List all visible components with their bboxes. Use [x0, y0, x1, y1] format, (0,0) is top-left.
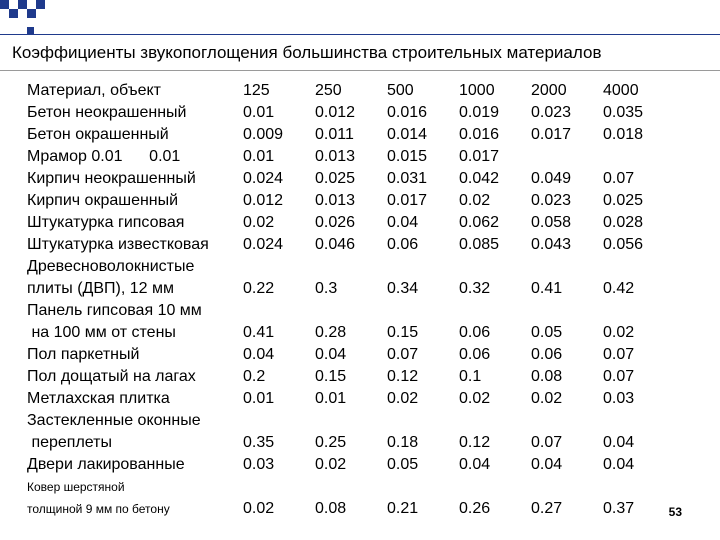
coefficient-cell: 0.04	[603, 434, 635, 451]
coefficient-cell: 0.04	[315, 346, 347, 363]
coefficient-cell: 0.05	[531, 324, 563, 341]
coefficient-cell: 0.15	[387, 324, 419, 341]
material-name-line: Пол паркетный	[27, 346, 140, 363]
coefficient-cell: 0.03	[243, 456, 275, 473]
material-name	[27, 212, 184, 234]
coefficient-cell: 0.07	[603, 170, 635, 187]
material-name-line: Кирпич неокрашенный	[27, 170, 196, 187]
coefficient-cell: 0.05	[387, 456, 419, 473]
coefficient-cell: 0.34	[387, 280, 419, 297]
table-row	[27, 454, 707, 476]
coefficient-cell: 0.08	[315, 500, 347, 517]
coefficient-cell: 0.013	[315, 192, 356, 209]
material-name	[27, 234, 209, 256]
coefficient-cell: 0.017	[387, 192, 428, 209]
coefficient-cell: 0.046	[315, 236, 356, 253]
deco-square	[0, 0, 9, 9]
coefficient-cell: 0.058	[531, 214, 572, 231]
coefficient-cell: 0.07	[603, 346, 635, 363]
coefficient-cell: 0.017	[531, 126, 572, 143]
coefficient-cell: 0.042	[459, 170, 500, 187]
coefficient-cell: 0.32	[459, 280, 491, 297]
coefficient-cell: 0.026	[315, 214, 356, 231]
table-row	[27, 124, 707, 146]
header-label: Материал, объект	[27, 82, 161, 99]
coefficient-cell: 0.049	[531, 170, 572, 187]
table-row	[27, 102, 707, 124]
coefficient-cell: 0.2	[243, 368, 266, 385]
coefficient-cell: 0.031	[387, 170, 428, 187]
material-name-line: Мрамор 0.01 0.01	[27, 148, 181, 165]
top-divider	[0, 34, 720, 35]
coefficient-cell: 0.27	[531, 500, 563, 517]
coefficient-cell: 0.01	[243, 148, 275, 165]
coefficient-cell: 0.016	[459, 126, 500, 143]
freq-header: 250	[315, 82, 342, 99]
absorption-table	[27, 80, 707, 520]
coefficient-cell: 0.06	[459, 346, 491, 363]
coefficient-cell: 0.018	[603, 126, 644, 143]
coefficient-cell: 0.013	[315, 148, 356, 165]
table-row	[27, 234, 707, 256]
material-name	[27, 146, 180, 168]
coefficient-cell: 0.024	[243, 236, 284, 253]
coefficient-cell: 0.06	[387, 236, 419, 253]
table-row	[27, 366, 707, 388]
coefficient-cell: 0.025	[315, 170, 356, 187]
material-name	[27, 388, 170, 410]
material-name	[27, 124, 169, 146]
material-name-line: Штукатурка известковая	[27, 236, 209, 253]
material-name	[27, 256, 194, 300]
material-name-line: переплеты	[27, 434, 112, 451]
coefficient-cell: 0.22	[243, 280, 275, 297]
coefficient-cell: 0.028	[603, 214, 644, 231]
coefficient-cell: 0.062	[459, 214, 500, 231]
table-row	[27, 388, 707, 410]
coefficient-cell: 0.023	[531, 192, 572, 209]
material-name	[27, 190, 178, 212]
coefficient-cell: 0.015	[387, 148, 428, 165]
coefficient-cell: 0.41	[243, 324, 275, 341]
material-name	[27, 344, 139, 366]
freq-header: 1000	[459, 82, 495, 99]
table-row	[27, 168, 707, 190]
table-row	[27, 190, 707, 212]
material-name-line: Двери лакированные	[27, 456, 185, 473]
table-row	[27, 476, 707, 520]
coefficient-cell: 0.019	[459, 104, 500, 121]
coefficient-cell: 0.04	[459, 456, 491, 473]
deco-square	[36, 0, 45, 9]
coefficient-cell: 0.07	[387, 346, 419, 363]
coefficient-cell: 0.02	[459, 390, 491, 407]
page-number: 53	[668, 505, 682, 519]
coefficient-cell: 0.42	[603, 280, 635, 297]
deco-square	[27, 27, 34, 34]
coefficient-cell: 0.03	[603, 390, 635, 407]
coefficient-cell: 0.017	[459, 148, 500, 165]
coefficient-cell: 0.04	[387, 214, 419, 231]
material-name-line: Метлахская плитка	[27, 390, 170, 407]
freq-header: 125	[243, 82, 270, 99]
coefficient-cell: 0.15	[315, 368, 347, 385]
coefficient-cell: 0.07	[531, 434, 563, 451]
deco-square	[9, 9, 18, 18]
table-row	[27, 410, 707, 454]
coefficient-cell: 0.04	[603, 456, 635, 473]
coefficient-cell: 0.3	[315, 280, 338, 297]
table-body	[27, 102, 707, 520]
coefficient-cell: 0.01	[243, 104, 275, 121]
coefficient-cell: 0.016	[387, 104, 428, 121]
coefficient-cell: 0.21	[387, 500, 419, 517]
material-name	[27, 300, 202, 344]
coefficient-cell: 0.012	[243, 192, 284, 209]
coefficient-cell: 0.02	[531, 390, 563, 407]
coefficient-cell: 0.02	[459, 192, 491, 209]
material-name-line: Панель гипсовая 10 мм	[27, 302, 202, 319]
material-name	[27, 366, 196, 388]
slide-title: Коэффициенты звукопоглощения большинства строительных материалов	[12, 43, 602, 62]
material-name-line: на 100 мм от стены	[27, 324, 176, 341]
coefficient-cell: 0.035	[603, 104, 644, 121]
coefficient-cell: 0.02	[603, 324, 635, 341]
deco-square	[27, 9, 36, 18]
material-name-line: плиты (ДВП), 12 мм	[27, 280, 175, 297]
coefficient-cell: 0.04	[243, 346, 275, 363]
coefficient-cell: 0.06	[459, 324, 491, 341]
table-header	[27, 80, 707, 102]
coefficient-cell: 0.012	[315, 104, 356, 121]
table-row	[27, 212, 707, 234]
table-row	[27, 146, 707, 168]
coefficient-cell: 0.014	[387, 126, 428, 143]
coefficient-cell: 0.08	[531, 368, 563, 385]
coefficient-cell: 0.02	[243, 500, 275, 517]
coefficient-cell: 0.02	[315, 456, 347, 473]
coefficient-cell: 0.04	[531, 456, 563, 473]
coefficient-cell: 0.37	[603, 500, 635, 517]
coefficient-cell: 0.07	[603, 368, 635, 385]
table-row	[27, 256, 707, 300]
table-row	[27, 300, 707, 344]
coefficient-cell: 0.1	[459, 368, 482, 385]
coefficient-cell: 0.056	[603, 236, 644, 253]
coefficient-cell: 0.02	[243, 214, 275, 231]
freq-header: 4000	[603, 82, 639, 99]
material-name-line: Пол дощатый на лагах	[27, 368, 196, 385]
freq-header: 2000	[531, 82, 567, 99]
material-name-line: толщиной 9 мм по бетону	[27, 502, 170, 516]
table-row	[27, 344, 707, 366]
material-name-line: Ковер шерстяной	[27, 480, 125, 494]
coefficient-cell: 0.25	[315, 434, 347, 451]
material-name	[27, 454, 185, 476]
material-name-line: Застекленные оконные	[27, 412, 201, 429]
material-name-line: Штукатурка гипсовая	[27, 214, 185, 231]
coefficient-cell: 0.12	[459, 434, 491, 451]
coefficient-cell: 0.011	[315, 126, 354, 143]
material-name	[27, 476, 170, 520]
coefficient-cell: 0.18	[387, 434, 419, 451]
coefficient-cell: 0.06	[531, 346, 563, 363]
coefficient-cell: 0.023	[531, 104, 572, 121]
coefficient-cell: 0.085	[459, 236, 500, 253]
coefficient-cell: 0.009	[243, 126, 284, 143]
material-name-line: Бетон окрашенный	[27, 126, 169, 143]
coefficient-cell: 0.28	[315, 324, 347, 341]
coefficient-cell: 0.01	[243, 390, 275, 407]
coefficient-cell: 0.043	[531, 236, 572, 253]
coefficient-cell: 0.26	[459, 500, 491, 517]
title-divider	[0, 70, 720, 71]
coefficient-cell: 0.02	[387, 390, 419, 407]
coefficient-cell: 0.024	[243, 170, 284, 187]
coefficient-cell: 0.41	[531, 280, 563, 297]
coefficient-cell: 0.01	[315, 390, 347, 407]
coefficient-cell: 0.12	[387, 368, 419, 385]
material-name	[27, 102, 186, 124]
material-name	[27, 168, 196, 190]
deco-square	[18, 0, 27, 9]
coefficient-cell: 0.025	[603, 192, 644, 209]
material-name	[27, 410, 201, 454]
material-name-line: Древесноволокнистые	[27, 258, 195, 275]
coefficient-cell: 0.35	[243, 434, 275, 451]
material-name-line: Бетон неокрашенный	[27, 104, 187, 121]
freq-header: 500	[387, 82, 414, 99]
material-name-line: Кирпич окрашенный	[27, 192, 179, 209]
